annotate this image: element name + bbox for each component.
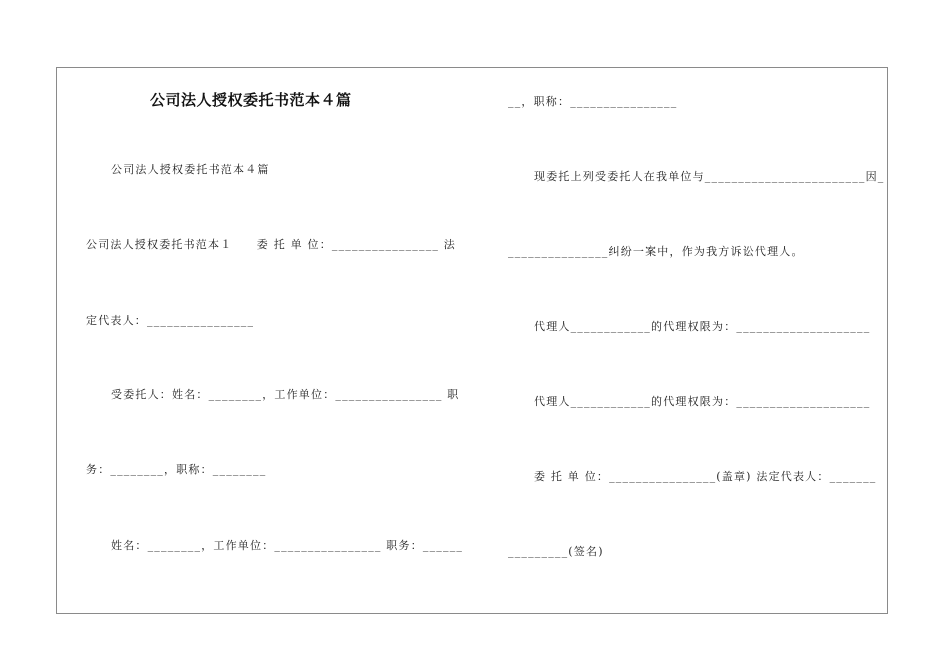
- right-line-agent-authority-1: 代理人____________的代理权限为：____________________: [534, 320, 871, 333]
- right-line-delegation: 现委托上列受委托人在我单位与________________________因_: [534, 170, 885, 183]
- left-line-legal-representative: 定代表人：________________: [86, 314, 255, 327]
- page-frame: [56, 67, 888, 614]
- right-line-agent-authority-2: 代理人____________的代理权限为：____________________: [534, 395, 871, 408]
- right-line-dispute: _______________纠纷一案中，作为我方诉讼代理人。: [508, 245, 804, 258]
- left-line-principal-unit: 公司法人授权委托书范本１ 委 托 单 位：________________ 法: [86, 238, 456, 251]
- right-line-signature: _________(签名): [508, 545, 604, 558]
- left-line-subtitle: 公司法人授权委托书范本４篇: [111, 163, 270, 176]
- left-line-second-agent: 姓名：________，工作单位：________________ 职务：______: [111, 539, 464, 552]
- right-line-seal-and-representative: 委 托 单 位：________________(盖章) 法定代表人：_______: [534, 470, 877, 483]
- left-line-agent-name: 受委托人：姓名：________，工作单位：________________ 职: [111, 388, 460, 401]
- document-title: 公司法人授权委托书范本４篇: [150, 91, 352, 109]
- right-line-agent-title: __，职称：________________: [508, 95, 678, 108]
- left-line-agent-title: 务：________，职称：________: [86, 463, 267, 476]
